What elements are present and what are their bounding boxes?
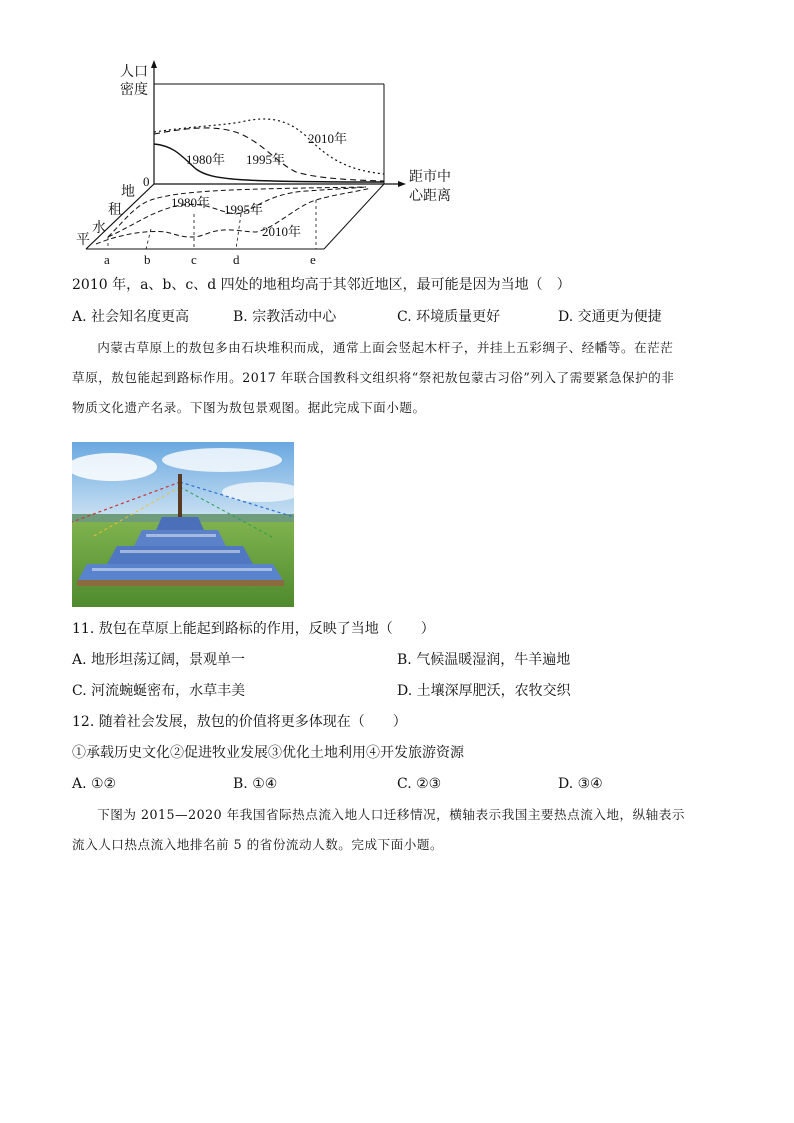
passage-migration-line2: 流入人口热点流入地排名前 5 的省份流动人数。完成下面小题。 bbox=[72, 837, 444, 852]
q11-stem: 11. 敖包在草原上能起到路标的作用，反映了当地（ ） bbox=[72, 621, 435, 637]
rent-panel-right bbox=[324, 184, 384, 249]
q11-option-c: C. 河流蜿蜒密布，水草丰美 bbox=[72, 683, 246, 699]
figure-option-b: B. 宗教活动中心 bbox=[233, 309, 337, 325]
curve-label-2010: 2010年 bbox=[308, 131, 348, 146]
q12-option-c: C. ②③ bbox=[397, 776, 442, 792]
point-c: c bbox=[191, 252, 197, 267]
figure-option-c: C. 环境质量更好 bbox=[397, 309, 501, 325]
rent-label-2010: 2010年 bbox=[262, 224, 302, 239]
q11-option-b: B. 气候温暖湿润，牛羊遍地 bbox=[397, 652, 571, 668]
guide-d bbox=[236, 214, 241, 249]
y-label-line2: 密度 bbox=[120, 83, 148, 98]
passage-aobao-line1: 内蒙古草原上的敖包多由石块堆积而成，通常上面会竖起木杆子，并挂上五彩绸子、经幡等。在茫茫 bbox=[97, 340, 674, 355]
x-label-line1: 距市中 bbox=[409, 170, 451, 185]
passage-aobao bbox=[72, 333, 722, 423]
origin-label: 0 bbox=[143, 174, 150, 189]
curve-label-1995: 1995年 bbox=[246, 152, 286, 167]
rent-label-4: 平 bbox=[76, 233, 90, 248]
passage-aobao-line3: 物质文化遗产名录。下图为敖包景观图。据此完成下面小题。 bbox=[72, 400, 426, 415]
point-e: e bbox=[310, 252, 316, 267]
q12-option-b: B. ①④ bbox=[233, 776, 278, 792]
population-rent-figure bbox=[66, 54, 466, 269]
curve-label-1980: 1980年 bbox=[186, 152, 226, 167]
q12-option-a: A. ①② bbox=[72, 776, 117, 792]
point-d: d bbox=[233, 252, 240, 267]
aobao-photo bbox=[72, 442, 294, 607]
rent-label-1995: 1995年 bbox=[224, 202, 264, 217]
q11-option-d: D. 土壤深厚肥沃，农牧交织 bbox=[397, 683, 571, 699]
q12-option-d: D. ③④ bbox=[558, 776, 603, 792]
q12-statements: ①承载历史文化②促进牧业发展③优化土地利用④开发旅游资源 bbox=[72, 745, 464, 761]
point-b: b bbox=[144, 252, 151, 267]
point-a: a bbox=[104, 252, 110, 267]
x-axis-arrow bbox=[398, 181, 406, 187]
rent-label-2: 租 bbox=[108, 203, 122, 218]
passage-aobao-line2: 草原，敖包能起到路标作用。2017 年联合国教科文组织将“祭祀敖包蒙古习俗”列入了需要紧急保护的非 bbox=[72, 370, 675, 385]
passage-migration-line1: 下图为 2015—2020 年我国省际热点流入地人口迁移情况，横轴表示我国主要热点流入地，纵轴表示 bbox=[97, 807, 685, 822]
q12-stem: 12. 随着社会发展，敖包的价值将更多体现在（ ） bbox=[72, 714, 407, 730]
y-axis-arrow bbox=[151, 60, 157, 68]
figure-option-a: A. 社会知名度更高 bbox=[72, 309, 190, 325]
rent-label-3: 水 bbox=[92, 221, 106, 236]
figure-option-d: D. 交通更为便捷 bbox=[558, 309, 662, 325]
y-label-line1: 人口 bbox=[120, 65, 148, 80]
rent-label-1: 地 bbox=[121, 185, 135, 200]
q11-option-a: A. 地形坦荡辽阔，景观单一 bbox=[72, 652, 246, 668]
passage-migration bbox=[72, 800, 722, 860]
x-label-line2: 心距离 bbox=[409, 189, 451, 204]
rent-label-1980: 1980年 bbox=[171, 195, 211, 210]
figure-question-stem: 2010 年，a、b、c、d 四处的地租均高于其邻近地区，最可能是因为当地（ ） bbox=[72, 277, 571, 293]
